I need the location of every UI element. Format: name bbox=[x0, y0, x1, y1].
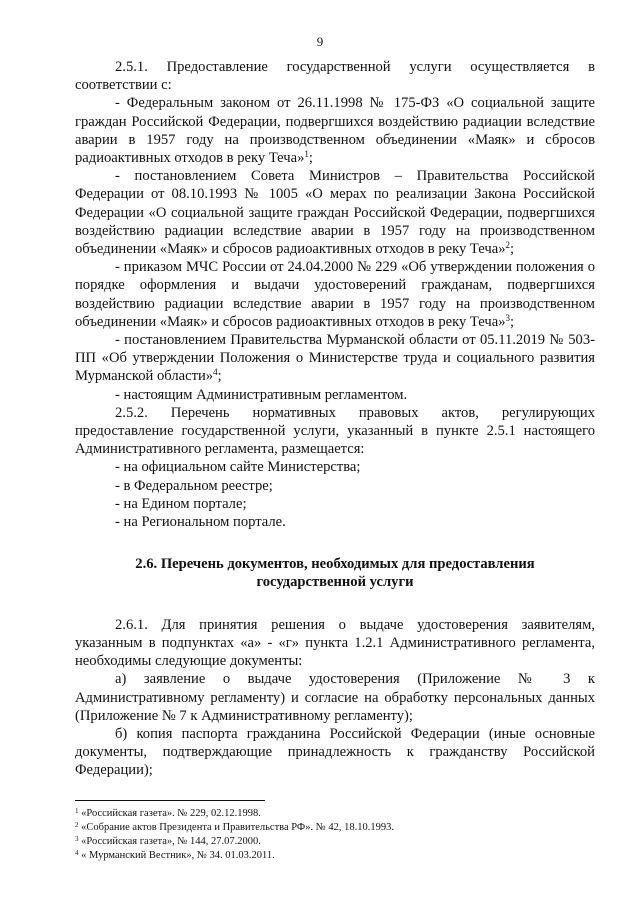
section-heading-2-6: 2.6. Перечень документов, необходимых для предоставления государственной услуги bbox=[135, 556, 535, 591]
footnote-number: 1 bbox=[75, 807, 79, 815]
punctuation: ; bbox=[308, 150, 313, 167]
document-item-a: а) заявление о выдаче удостоверения (Приложение № 3 к Административному регламенту) и согласие на обработку персональных данных (Приложение № 7 к Административному регламенту); bbox=[75, 671, 595, 724]
legal-act-text: - Федеральным законом от 26.11.1998 № 175-ФЗ «О социальной защите граждан Российской Федерации, подвергшихся воздействию радиации вследствие аварии в 1957 году на производственном объединении «Маяк» и сбросов радиоактивных отходов в реку Теча» bbox=[75, 95, 595, 167]
legal-act-text: - постановлением Совета Министров – Правительства Российской Федерации от 08.10.1993 № 1005 «О мерах по реализации Закона Российской Федерации «О социальной защите граждан Российской Федерации, подвергшихся воздействию радиации вследствие аварии в 1957 году на производственном объединении «Маяк» и сбросов радиоактивных отходов в реку Теча» bbox=[75, 168, 595, 258]
legal-act-text: - постановлением Правительства Мурманской области от 05.11.2019 № 503-ПП «Об утверждении Положения о Министерстве труда и социального развития Мурманской области» bbox=[75, 332, 595, 385]
legal-act-text: - приказом МЧС России от 24.04.2000 № 229 «Об утверждении положения о порядке оформления и выдачи удостоверений гражданам, подвергшихся воздействию радиации вследствие аварии в 1957 году на производственном объединении «Маяк» и сбросов радиоактивных отходов в реку Теча» bbox=[75, 259, 595, 330]
punctuation: ; bbox=[217, 368, 222, 385]
document-body bbox=[75, 58, 595, 780]
legal-act-item: - настоящим Административным регламентом. bbox=[115, 386, 408, 403]
footnote-number: 4 bbox=[75, 849, 79, 857]
legal-act-item bbox=[75, 331, 595, 386]
legal-act-item bbox=[75, 94, 595, 167]
footnote-ref: 3 bbox=[505, 312, 511, 323]
list-item: - на Региональном портале. bbox=[115, 514, 286, 531]
footnote bbox=[75, 807, 595, 820]
paragraph-2-6-1: 2.6.1. Для принятия решения о выдаче удостоверения заявителям, указанным в подпунктах «а» - «г» пункта 1.2.1 Административного регламента, необходимы следующие документы: bbox=[75, 616, 595, 670]
footnote-ref: 1 bbox=[304, 149, 309, 160]
footnote bbox=[75, 835, 595, 848]
list-item: - на официальном сайте Министерства; bbox=[115, 459, 361, 476]
footnote-text: «Российская газета», № 144, 27.07.2000. bbox=[81, 836, 261, 847]
document-item-b: б) копия паспорта гражданина Российской Федерации (иные основные документы, подтверждающие принадлежность к гражданству Российской Федерации); bbox=[75, 725, 595, 779]
paragraph-2-5-2: 2.5.2. Перечень нормативных правовых актов, регулирующих предоставление государственной услуги, указанный в пункте 2.5.1 настоящего Административного регламента, размещается: bbox=[75, 404, 595, 458]
list-item: - на Едином портале; bbox=[115, 495, 247, 512]
footnotes bbox=[75, 800, 595, 863]
page-number: 9 bbox=[316, 34, 324, 49]
footnote-text: «Собрание актов Президента и Правительства РФ». № 42, 18.10.1993. bbox=[81, 822, 394, 833]
footnote bbox=[75, 821, 595, 834]
punctuation: ; bbox=[510, 313, 515, 330]
footnote-text: «Российская газета». № 229, 02.12.1998. bbox=[81, 808, 261, 819]
footnote-number: 2 bbox=[75, 821, 79, 829]
paragraph-2-5-1: 2.5.1. Предоставление государственной услуги осуществляется в соответствии с: bbox=[75, 59, 595, 94]
footnote-text: « Мурманский Вестник», № 34. 01.03.2011. bbox=[81, 850, 275, 861]
footnote-number: 3 bbox=[75, 835, 79, 843]
footnote-ref: 2 bbox=[505, 240, 511, 251]
footnote bbox=[75, 849, 595, 862]
punctuation: ; bbox=[510, 241, 515, 258]
legal-act-item bbox=[75, 258, 595, 331]
legal-act-item bbox=[75, 167, 595, 258]
footnote-divider bbox=[75, 800, 265, 801]
list-item: - в Федеральном реестре; bbox=[115, 477, 273, 494]
footnote-ref: 4 bbox=[213, 367, 218, 378]
